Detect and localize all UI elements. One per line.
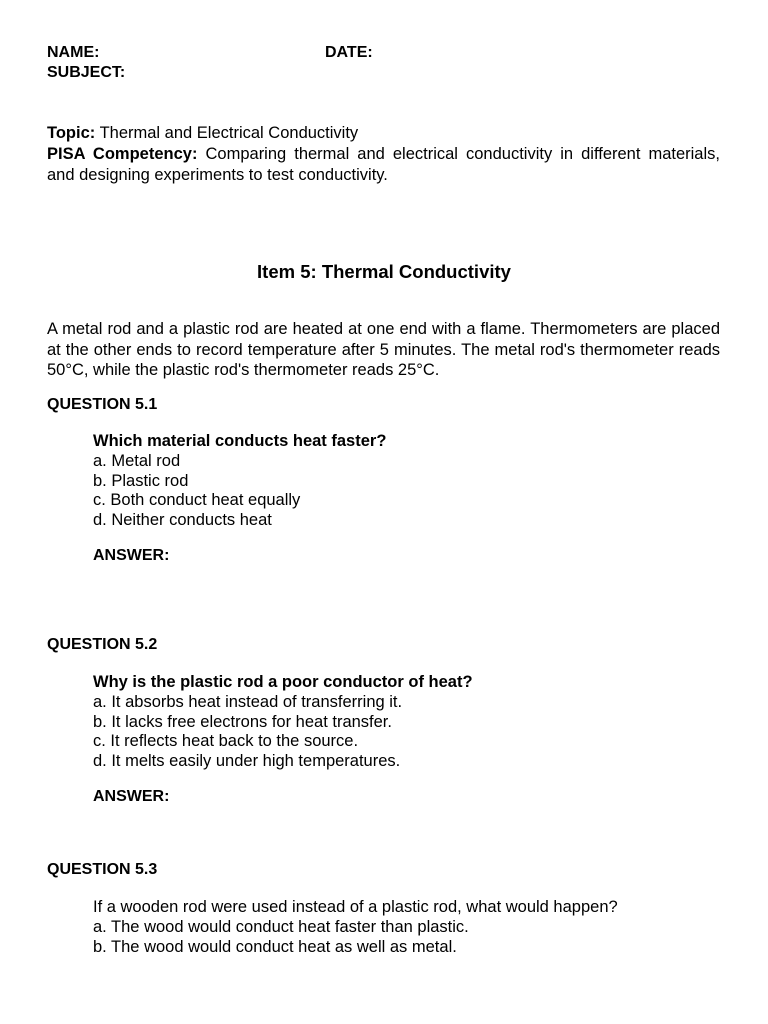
option-d: d. It melts easily under high temperatures.	[93, 752, 401, 771]
option-a: a. It absorbs heat instead of transferring it.	[93, 692, 403, 711]
date-label: DATE:	[325, 44, 373, 61]
topic-text: Thermal and Electrical Conductivity	[99, 124, 359, 142]
name-label: NAME:	[47, 44, 100, 61]
option-d: d. Neither conducts heat	[93, 511, 272, 530]
question-prompt: Which material conducts heat faster?	[93, 432, 387, 450]
option-c: c. It reflects heat back to the source.	[93, 732, 359, 751]
item-title: Item 5: Thermal Conductivity	[257, 261, 511, 282]
question-block-5-3	[93, 898, 618, 957]
question-heading-5-2: QUESTION 5.2	[47, 636, 158, 653]
option-b: b. Plastic rod	[93, 471, 189, 490]
question-prompt: Why is the plastic rod a poor conductor of heat?	[93, 673, 473, 691]
answer-label-5-1: ANSWER:	[93, 547, 170, 564]
question-prompt: If a wooden rod were used instead of a plastic rod, what would happen?	[93, 898, 618, 916]
option-b: b. It lacks free electrons for heat transfer.	[93, 712, 392, 731]
question-heading-5-3: QUESTION 5.3	[47, 861, 158, 878]
competency-label: PISA Competency:	[47, 145, 198, 163]
answer-label-5-2: ANSWER:	[93, 788, 170, 805]
question-block-5-1	[93, 432, 386, 531]
topic-line	[47, 123, 720, 144]
subject-label: SUBJECT:	[47, 64, 126, 81]
competency-text: Comparing thermal and electrical conductivity in different materials, and designing experiments to test conductivity.	[47, 145, 720, 184]
topic-label: Topic:	[47, 124, 96, 142]
question-block-5-2	[93, 673, 473, 772]
question-heading-5-1: QUESTION 5.1	[47, 396, 158, 413]
item-intro: A metal rod and a plastic rod are heated at one end with a flame. Thermometers are placed at the other ends to record temperature after 5 minutes. The metal rod's thermometer reads 50°C, while the plastic rod's thermometer reads 25°C.	[47, 320, 720, 379]
option-a: a. The wood would conduct heat faster than plastic.	[93, 917, 469, 936]
competency-paragraph	[47, 144, 720, 185]
option-b: b. The wood would conduct heat as well as metal.	[93, 937, 457, 956]
option-c: c. Both conduct heat equally	[93, 491, 301, 510]
option-a: a. Metal rod	[93, 451, 181, 470]
